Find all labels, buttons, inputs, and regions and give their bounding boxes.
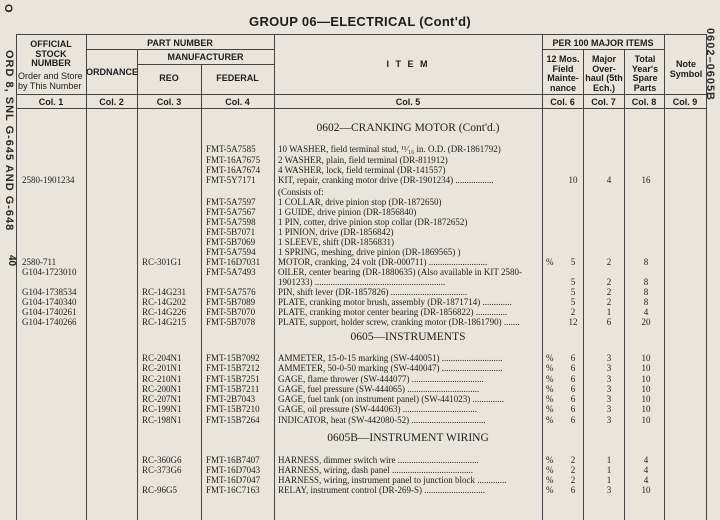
reo-number-cell: RC-201N1 bbox=[142, 363, 182, 373]
spare-parts-cell: 10 bbox=[641, 415, 651, 425]
reo-number-cell: RC-200N1 bbox=[142, 384, 182, 394]
item-description-cell: PLATE, cranking motor brush, assembly (DR-1871714) ............. bbox=[278, 297, 512, 307]
item-description-cell: 4 WASHER, lock, field terminal (DR-141557) bbox=[278, 165, 446, 175]
major-overhaul-cell: 3 bbox=[606, 415, 612, 425]
field-maintenance-cell: 6 bbox=[570, 394, 576, 404]
spare-parts-cell: 10 bbox=[641, 394, 651, 404]
stock-number-cell: G104-1740340 bbox=[22, 297, 77, 307]
major-overhaul-cell: 2 bbox=[606, 297, 612, 307]
table-row bbox=[0, 287, 720, 297]
stock-number-cell: G104-1740266 bbox=[22, 317, 77, 327]
item-description-cell: KIT, repair, cranking motor drive (DR-1901234) ................. bbox=[278, 175, 494, 185]
reo-number-cell: RC-301G1 bbox=[142, 257, 182, 267]
federal-number-cell: FMT-5A7585 bbox=[206, 144, 256, 154]
item-description-cell: 1 SLEEVE, shift (DR-1856831) bbox=[278, 237, 394, 247]
item-description-cell: AMMETER, 15-0-15 marking (SW-440051) ........................... bbox=[278, 353, 503, 363]
field-maintenance-cell: 6 bbox=[570, 374, 576, 384]
spare-parts-cell: 10 bbox=[641, 485, 651, 495]
percent-mark-cell: % bbox=[546, 257, 554, 267]
percent-mark-cell: % bbox=[546, 394, 554, 404]
reo-number-cell: RC-14G215 bbox=[142, 317, 187, 327]
spare-parts-cell: 8 bbox=[643, 257, 649, 267]
federal-number-cell: FMT-5A7576 bbox=[206, 287, 256, 297]
federal-number-cell: FMT-2B7043 bbox=[206, 394, 256, 404]
table-row bbox=[0, 217, 720, 227]
percent-mark-cell: % bbox=[546, 415, 554, 425]
header-reo: REO bbox=[159, 73, 179, 83]
table-row bbox=[0, 485, 720, 495]
field-maintenance-cell: 6 bbox=[570, 415, 576, 425]
major-overhaul-cell: 1 bbox=[606, 465, 612, 475]
table-row bbox=[0, 465, 720, 475]
table-row bbox=[0, 415, 720, 425]
table-row bbox=[0, 257, 720, 267]
item-description-cell: OILER, center bearing (DR-1880635) (Also available in KIT 2580- bbox=[278, 267, 523, 277]
federal-number-cell: FMT-15B7210 bbox=[206, 404, 260, 414]
federal-number-cell: FMT-5A7598 bbox=[206, 217, 256, 227]
field-maintenance-cell: 5 bbox=[570, 277, 576, 287]
spare-parts-cell: 10 bbox=[641, 363, 651, 373]
percent-mark-cell: % bbox=[546, 353, 554, 363]
item-description-cell: PLATE, cranking motor center bearing (DR-1856822) .............. bbox=[278, 307, 508, 317]
header-official-stock: OFFICIAL STOCK NUMBER bbox=[30, 39, 72, 68]
field-maintenance-cell: 10 bbox=[568, 175, 578, 185]
table-row bbox=[0, 455, 720, 465]
spare-parts-cell: 8 bbox=[643, 277, 649, 287]
field-maintenance-cell: 6 bbox=[570, 353, 576, 363]
item-description-cell: GAGE, fuel pressure (SW-444065) ................................ bbox=[278, 384, 480, 394]
field-maintenance-cell: 5 bbox=[570, 287, 576, 297]
item-description-cell: HARNESS, dimmer switch wire .................................... bbox=[278, 455, 479, 465]
table-row bbox=[0, 155, 720, 165]
item-description-cell: RELAY, instrument control (DR-269-S) ........................... bbox=[278, 485, 485, 495]
item-description-cell: 1 COLLAR, drive pinion stop (DR-1872650) bbox=[278, 197, 442, 207]
header-order-store: Order and Store by This Number bbox=[18, 71, 83, 91]
table-row bbox=[0, 384, 720, 394]
stock-number-cell: G104-1740261 bbox=[22, 307, 77, 317]
field-maintenance-cell: 6 bbox=[570, 485, 576, 495]
col-label-5: Col. 5 bbox=[395, 97, 421, 107]
table-row bbox=[0, 144, 720, 154]
section-heading: 0605—INSTRUMENTS bbox=[350, 331, 466, 343]
reo-number-cell: RC-14G231 bbox=[142, 287, 187, 297]
field-maintenance-cell: 6 bbox=[570, 404, 576, 414]
table-row bbox=[0, 175, 720, 185]
percent-mark-cell: % bbox=[546, 374, 554, 384]
federal-number-cell: FMT-15B7092 bbox=[206, 353, 260, 363]
page-number: 40 bbox=[6, 255, 17, 267]
major-overhaul-cell: 1 bbox=[606, 455, 612, 465]
percent-mark-cell: % bbox=[546, 475, 554, 485]
reo-number-cell: RC-198N1 bbox=[142, 415, 182, 425]
percent-mark-cell: % bbox=[546, 465, 554, 475]
table-row bbox=[0, 197, 720, 207]
header-federal: FEDERAL bbox=[216, 73, 259, 83]
col-label-1: Col. 1 bbox=[38, 97, 64, 107]
federal-number-cell: FMT-16C7163 bbox=[206, 485, 260, 495]
item-description-cell: GAGE, fuel tank (on instrument panel) (SW-441023) .............. bbox=[278, 394, 504, 404]
federal-number-cell: FMT-5A7493 bbox=[206, 267, 256, 277]
major-overhaul-cell: 6 bbox=[606, 317, 612, 327]
table-row bbox=[0, 404, 720, 414]
spare-parts-cell: 10 bbox=[641, 384, 651, 394]
percent-mark-cell: % bbox=[546, 384, 554, 394]
table-row bbox=[0, 227, 720, 237]
major-overhaul-cell: 2 bbox=[606, 277, 612, 287]
header-item: I T E M bbox=[386, 59, 430, 69]
item-description-cell: 1 PIN, cotter, drive pinion stop collar (DR-1872652) bbox=[278, 217, 468, 227]
spare-parts-cell: 10 bbox=[641, 374, 651, 384]
item-description-cell: HARNESS, wiring, instrument panel to junction block ............. bbox=[278, 475, 507, 485]
spare-parts-cell: 10 bbox=[641, 404, 651, 414]
federal-number-cell: FMT-15B7212 bbox=[206, 363, 260, 373]
reo-number-cell: RC-360G6 bbox=[142, 455, 182, 465]
reo-number-cell: RC-14G202 bbox=[142, 297, 187, 307]
federal-number-cell: FMT-15B7264 bbox=[206, 415, 260, 425]
per100-rule bbox=[542, 49, 664, 50]
table-row bbox=[0, 267, 720, 277]
spare-parts-cell: 4 bbox=[643, 475, 649, 485]
federal-number-cell: FMT-16A7675 bbox=[206, 155, 261, 165]
major-overhaul-cell: 2 bbox=[606, 257, 612, 267]
stock-number-cell: G104-1723010 bbox=[22, 267, 77, 277]
major-overhaul-cell: 3 bbox=[606, 363, 612, 373]
item-description-cell: GAGE, flame thrower (SW-444077) ................................ bbox=[278, 374, 484, 384]
header-col8: Total Year's Spare Parts bbox=[631, 54, 659, 93]
item-description-cell: 1 GUIDE, drive pinion (DR-1856840) bbox=[278, 207, 417, 217]
table-row bbox=[0, 165, 720, 175]
reo-number-cell: RC-207N1 bbox=[142, 394, 182, 404]
percent-mark-cell: % bbox=[546, 485, 554, 495]
header-manufacturer: MANUFACTURER bbox=[167, 52, 244, 62]
table-row bbox=[0, 353, 720, 363]
header-col6: 12 Mos. Field Mainte- nance bbox=[546, 54, 580, 93]
stock-number-cell: 2580-711 bbox=[22, 257, 57, 267]
header-bottom-rule bbox=[16, 94, 706, 95]
col-label-9: Col. 9 bbox=[672, 97, 698, 107]
reo-number-cell: RC-96G5 bbox=[142, 485, 178, 495]
federal-number-cell: FMT-5B7089 bbox=[206, 297, 256, 307]
reo-number-cell: RC-14G226 bbox=[142, 307, 187, 317]
left-margin-mark: O bbox=[2, 4, 14, 13]
major-overhaul-cell: 3 bbox=[606, 353, 612, 363]
spare-parts-cell: 4 bbox=[643, 455, 649, 465]
item-description-cell: 2 WASHER, plain, field terminal (DR-811912) bbox=[278, 155, 448, 165]
part-number-rule bbox=[86, 49, 274, 50]
field-maintenance-cell: 2 bbox=[570, 465, 576, 475]
major-overhaul-cell: 3 bbox=[606, 374, 612, 384]
table-row bbox=[0, 317, 720, 327]
federal-number-cell: FMT-16D7047 bbox=[206, 475, 261, 485]
col-label-3: Col. 3 bbox=[156, 97, 182, 107]
spare-parts-cell: 8 bbox=[643, 287, 649, 297]
stock-number-cell: 2580-1901234 bbox=[22, 175, 75, 185]
item-description-cell: 10 WASHER, field terminal stud, ¹¹⁄₁₆ in. O.D. (DR-1861792) bbox=[278, 144, 501, 154]
major-overhaul-cell: 1 bbox=[606, 475, 612, 485]
field-maintenance-cell: 2 bbox=[570, 307, 576, 317]
spare-parts-cell: 10 bbox=[641, 353, 651, 363]
stock-number-cell: G104-1738534 bbox=[22, 287, 77, 297]
reo-number-cell: RC-373G6 bbox=[142, 465, 182, 475]
item-description-cell: MOTOR, cranking, 24 volt (DR-000711) .......................... bbox=[278, 257, 488, 267]
federal-number-cell: FMT-5B7071 bbox=[206, 227, 256, 237]
federal-number-cell: FMT-15B7211 bbox=[206, 384, 260, 394]
federal-number-cell: FMT-5B7070 bbox=[206, 307, 256, 317]
federal-number-cell: FMT-15B7251 bbox=[206, 374, 260, 384]
colnum-bottom-rule bbox=[16, 108, 706, 109]
item-description-cell: HARNESS, wiring, dash panel .................................... bbox=[278, 465, 473, 475]
federal-number-cell: FMT-16B7407 bbox=[206, 455, 260, 465]
item-description-cell: GAGE, oil pressure (SW-444063) ................................. bbox=[278, 404, 477, 414]
table-row bbox=[0, 394, 720, 404]
percent-mark-cell: % bbox=[546, 404, 554, 414]
field-maintenance-cell: 2 bbox=[570, 455, 576, 465]
table-row bbox=[0, 363, 720, 373]
percent-mark-cell: % bbox=[546, 455, 554, 465]
spare-parts-cell: 8 bbox=[643, 297, 649, 307]
major-overhaul-cell: 3 bbox=[606, 384, 612, 394]
manufacturer-rule bbox=[137, 64, 274, 65]
field-maintenance-cell: 5 bbox=[570, 297, 576, 307]
table-row bbox=[0, 297, 720, 307]
item-description-cell: 1 SPRING, meshing, drive pinion (DR-1869565) ) bbox=[278, 247, 461, 257]
spare-parts-cell: 20 bbox=[641, 317, 651, 327]
section-heading: 0605B—INSTRUMENT WIRING bbox=[327, 432, 489, 444]
major-overhaul-cell: 3 bbox=[606, 404, 612, 414]
table-row bbox=[0, 237, 720, 247]
table-row bbox=[0, 247, 720, 257]
federal-number-cell: FMT-5B7078 bbox=[206, 317, 256, 327]
federal-number-cell: FMT-16D7043 bbox=[206, 465, 261, 475]
left-margin-reference: ORD 8, SNL G-645 AND G-648 bbox=[3, 50, 15, 232]
item-description-cell: PIN, shift lever (DR-1857826) .................................. bbox=[278, 287, 468, 297]
col-label-6: Col. 6 bbox=[550, 97, 575, 107]
federal-number-cell: FMT-16D7031 bbox=[206, 257, 261, 267]
item-description-cell: 1901233) .......................................................... bbox=[278, 277, 446, 287]
right-margin-reference: 0602–0605B bbox=[704, 28, 716, 102]
federal-number-cell: FMT-5A7594 bbox=[206, 247, 256, 257]
federal-number-cell: FMT-5A7597 bbox=[206, 197, 256, 207]
item-description-cell: 1 PINION, drive (DR-1856842) bbox=[278, 227, 394, 237]
table-row bbox=[0, 307, 720, 317]
major-overhaul-cell: 1 bbox=[606, 307, 612, 317]
header-part-number: PART NUMBER bbox=[147, 38, 213, 48]
section-heading: 0602—CRANKING MOTOR (Cont'd.) bbox=[316, 122, 500, 134]
field-maintenance-cell: 2 bbox=[570, 475, 576, 485]
item-description-cell: INDICATOR, heat (SW-442080-52) ................................. bbox=[278, 415, 486, 425]
federal-number-cell: FMT-16A7674 bbox=[206, 165, 261, 175]
col-label-7: Col. 7 bbox=[591, 97, 616, 107]
item-description-cell: (Consists of: bbox=[278, 187, 324, 197]
header-col9: Note Symbol bbox=[669, 59, 703, 79]
group-title: GROUP 06—ELECTRICAL (Cont'd) bbox=[249, 14, 471, 29]
major-overhaul-cell: 3 bbox=[606, 394, 612, 404]
col-label-2: Col. 2 bbox=[99, 97, 124, 107]
header-ordnance: ORDNANCE bbox=[86, 67, 139, 77]
table-row bbox=[0, 475, 720, 485]
reo-number-cell: RC-210N1 bbox=[142, 374, 182, 384]
item-description-cell: AMMETER, 50-0-50 marking (SW-440047) ........................... bbox=[278, 363, 503, 373]
major-overhaul-cell: 2 bbox=[606, 287, 612, 297]
major-overhaul-cell: 3 bbox=[606, 485, 612, 495]
federal-number-cell: FMT-5Y7171 bbox=[206, 175, 256, 185]
spare-parts-cell: 4 bbox=[643, 307, 649, 317]
major-overhaul-cell: 4 bbox=[606, 175, 612, 185]
table-row bbox=[0, 277, 720, 287]
col-label-4: Col. 4 bbox=[225, 97, 250, 107]
federal-number-cell: FMT-5B7069 bbox=[206, 237, 256, 247]
col-label-8: Col. 8 bbox=[631, 97, 657, 107]
spare-parts-cell: 16 bbox=[641, 175, 651, 185]
field-maintenance-cell: 6 bbox=[570, 363, 576, 373]
header-per100: PER 100 MAJOR ITEMS bbox=[552, 38, 654, 48]
reo-number-cell: RC-199N1 bbox=[142, 404, 182, 414]
field-maintenance-cell: 5 bbox=[570, 257, 576, 267]
field-maintenance-cell: 12 bbox=[568, 317, 578, 327]
field-maintenance-cell: 6 bbox=[570, 384, 576, 394]
reo-number-cell: RC-204N1 bbox=[142, 353, 182, 363]
federal-number-cell: FMT-5A7567 bbox=[206, 207, 256, 217]
table-row bbox=[0, 207, 720, 217]
header-col7: Major Over- haul (5th Ech.) bbox=[585, 54, 623, 93]
table-row bbox=[0, 374, 720, 384]
percent-mark-cell: % bbox=[546, 363, 554, 373]
spare-parts-cell: 4 bbox=[643, 465, 649, 475]
header-top-rule bbox=[16, 34, 706, 35]
item-description-cell: PLATE, support, holder screw, cranking motor (DR-1861790) ....... bbox=[278, 317, 520, 327]
table-row bbox=[0, 187, 720, 197]
